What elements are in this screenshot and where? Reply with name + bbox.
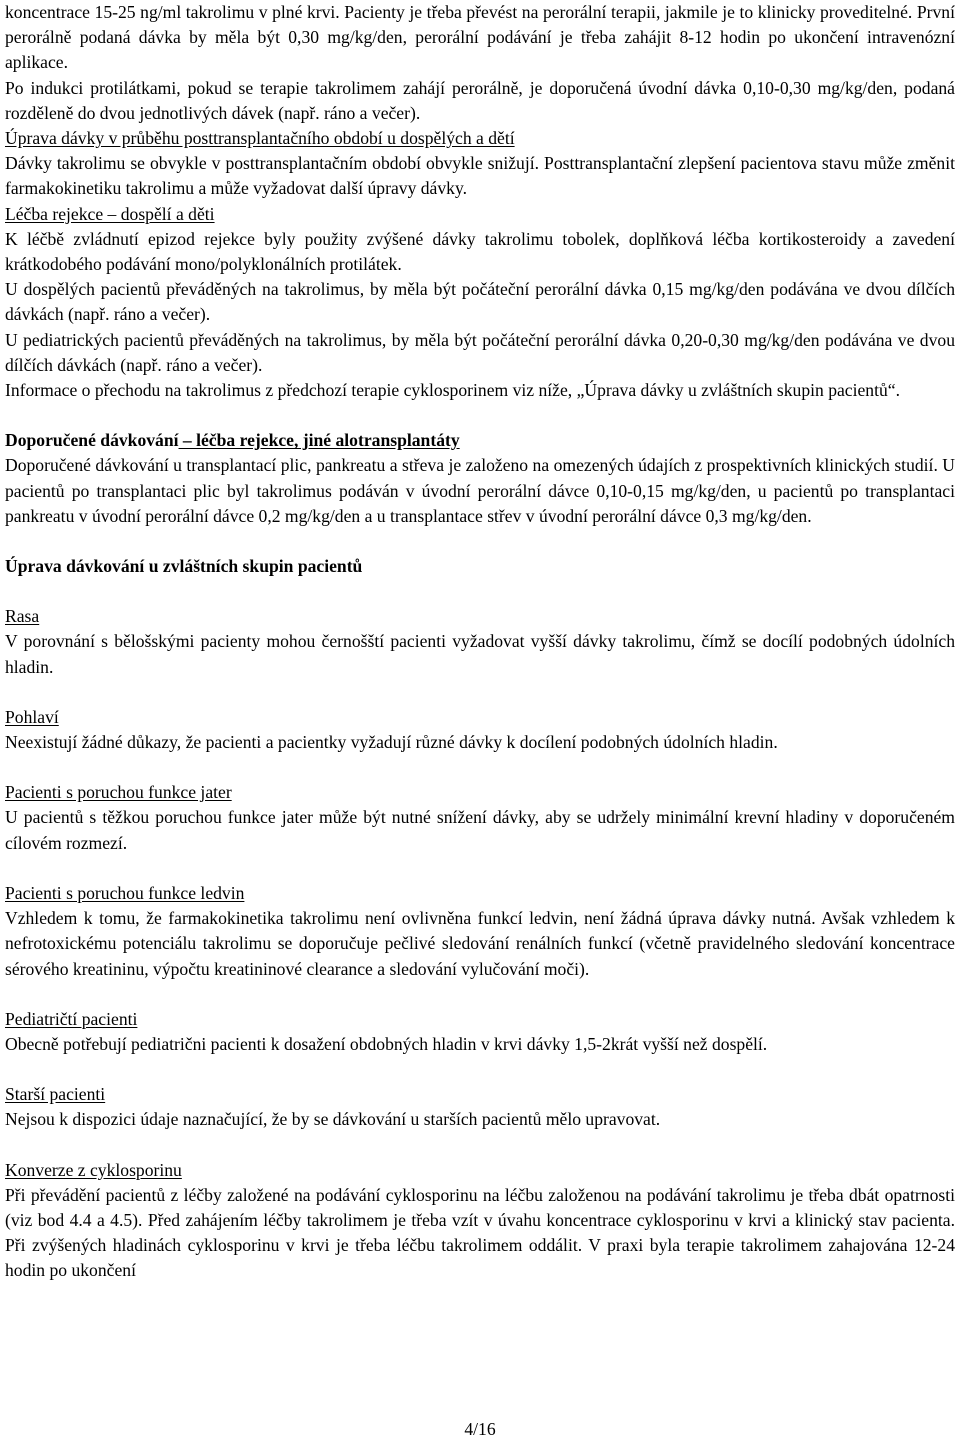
paragraph-sex: Neexistují žádné důkazy, že pacienti a pacientky vyžadují různé dávky k docílení podobných údolních hladin. [5, 732, 778, 753]
paragraph-elderly-patients: Nejsou k dispozici údaje naznačující, že by se dávkování u starších pacientů mělo upravovat. [5, 1109, 661, 1130]
heading-race: Rasa [5, 606, 40, 627]
page-number: 4/16 [464, 1419, 496, 1439]
heading-hepatic-impairment: Pacienti s poruchou funkce jater [5, 782, 232, 803]
heading-special-populations: Úprava dávkování u zvláštních skupin pacientů [5, 556, 363, 577]
paragraph-cyclosporine-reference: Informace o přechodu na takrolimus z předchozí terapie cyklosporinem viz níže, „Úprava dávky u zvláštních skupin pacientů“. [5, 380, 900, 401]
heading-pediatric-patients: Pediatričtí pacienti [5, 1008, 138, 1029]
paragraph-other-allotransplants: Doporučené dávkování u transplantací plic, pankreatu a střeva je založeno na omezených údajích z prospektivních klinických studií. U pacientů po transplantaci plic byl takrolimus podáván v úvodní perorální dávce 0,10-0,15 mg/kg/den, u pacientů po transplantaci pankreatu v úvodní perorální dávce 0,2 mg/kg/den a u transplantace střev v úvodní perorální dávce 0,3 mg/kg/den. [5, 455, 955, 526]
paragraph-intro-dosing: koncentrace 15-25 ng/ml takrolimu v plné krvi. Pacienty je třeba převést na perorální terapii, jakmile je to klinicky proveditelné. První perorálně podaná dávka by měla být 0,30 mg/kg/den, perorální podávání je třeba zahájit 8-12 hodin po ukončení intravenózní aplikace. [5, 2, 955, 73]
heading-rejection-treatment: Léčba rejekce – dospělí a děti [5, 203, 215, 224]
heading-renal-impairment: Pacienti s poruchou funkce ledvin [5, 882, 245, 903]
document-body [5, 0, 955, 1284]
heading-cyclosporine-conversion: Konverze z cyklosporinu [5, 1159, 182, 1180]
paragraph-pediatric-conversion-dose: U pediatrických pacientů převáděných na takrolimus, by měla být počáteční perorální dávka 0,20-0,30 mg/kg/den podávána ve dvou dílčích dávkách (např. ráno a večer). [5, 329, 955, 375]
paragraph-adult-conversion-dose: U dospělých pacientů převáděných na takrolimus, by měla být počáteční perorální dávka 0,15 mg/kg/den podávána ve dvou dílčích dávkách (např. ráno a večer). [5, 279, 955, 325]
heading-elderly-patients: Starší pacienti [5, 1084, 106, 1105]
paragraph-hepatic-impairment: U pacientů s těžkou poruchou funkce jater může být nutné snížení dávky, aby se udržely minimální krevní hladiny v doporučeném cílovém rozmezí. [5, 807, 955, 853]
paragraph-antibody-induction: Po indukci protilátkami, pokud se terapie takrolimem zahájí perorálně, je doporučená úvodní dávka 0,10-0,30 mg/kg/den, podaná rozděleně do dvou jednotlivých dávek (např. ráno a večer). [5, 77, 955, 123]
paragraph-rejection-treatment: K léčbě zvládnutí epizod rejekce byly použity zvýšené dávky takrolimu tobolek, doplňková léčba kortikosteroidy a zavedení krátkodobého podávání mono/polyklonálních protilátek. [5, 228, 955, 275]
paragraph-race: V porovnání s bělošskými pacienty mohou černošští pacienti vyžadovat vyšší dávky takrolimu, čímž se docílí podobných údolních hladin. [5, 631, 955, 677]
heading-recommended-dosing-suffix: – léčba rejekce, jiné alotransplantáty [178, 430, 460, 451]
paragraph-posttransplant-adjustment: Dávky takrolimu se obvykle v posttransplantačním období obvykle snižují. Posttransplantační zlepšení pacientova stavu může změnit farmakokinetiku takrolimu a může vyžadovat další úpravy dávky. [5, 153, 955, 199]
paragraph-renal-impairment: Vzhledem k tomu, že farmakokinetika takrolimu není ovlivněna funkcí ledvin, není žádná úprava dávky nutná. Avšak vzhledem k nefrotoxickému potenciálu takrolimu se doporučuje pečlivé sledování renálních funkcí (včetně pravidelného sledování koncentrace sérového kreatininu, výpočtu kreatininové clearance a sledování vylučování moči). [5, 908, 955, 979]
paragraph-pediatric-patients: Obecně potřebují pediatrični pacienti k dosažení obdobných hladin v krvi dávky 1,5-2krát vyšší než dospělí. [5, 1033, 768, 1054]
heading-posttransplant-adjustment: Úprava dávky v průběhu posttransplantačního období u dospělých a dětí [5, 128, 515, 149]
heading-recommended-dosing-prefix: Doporučené dávkování [5, 430, 179, 451]
heading-sex: Pohlaví [5, 706, 59, 727]
heading-recommended-dosing [5, 428, 955, 453]
paragraph-cyclosporine-conversion: Při převádění pacientů z léčby založené na podávání cyklosporinu na léčbu založenou na podávání takrolimu je třeba dbát opatrnosti (viz bod 4.4 a 4.5). Před zahájením léčby takrolimem je třeba vzít v úvahu koncentrace cyklosporinu v krvi a klinický stav pacienta. Při zvýšených hladinách cyklosporinu v krvi je třeba léčbu takrolimem oddálit. V praxi byla terapie takrolimem zahajována 12-24 hodin po ukončení [5, 1184, 955, 1281]
